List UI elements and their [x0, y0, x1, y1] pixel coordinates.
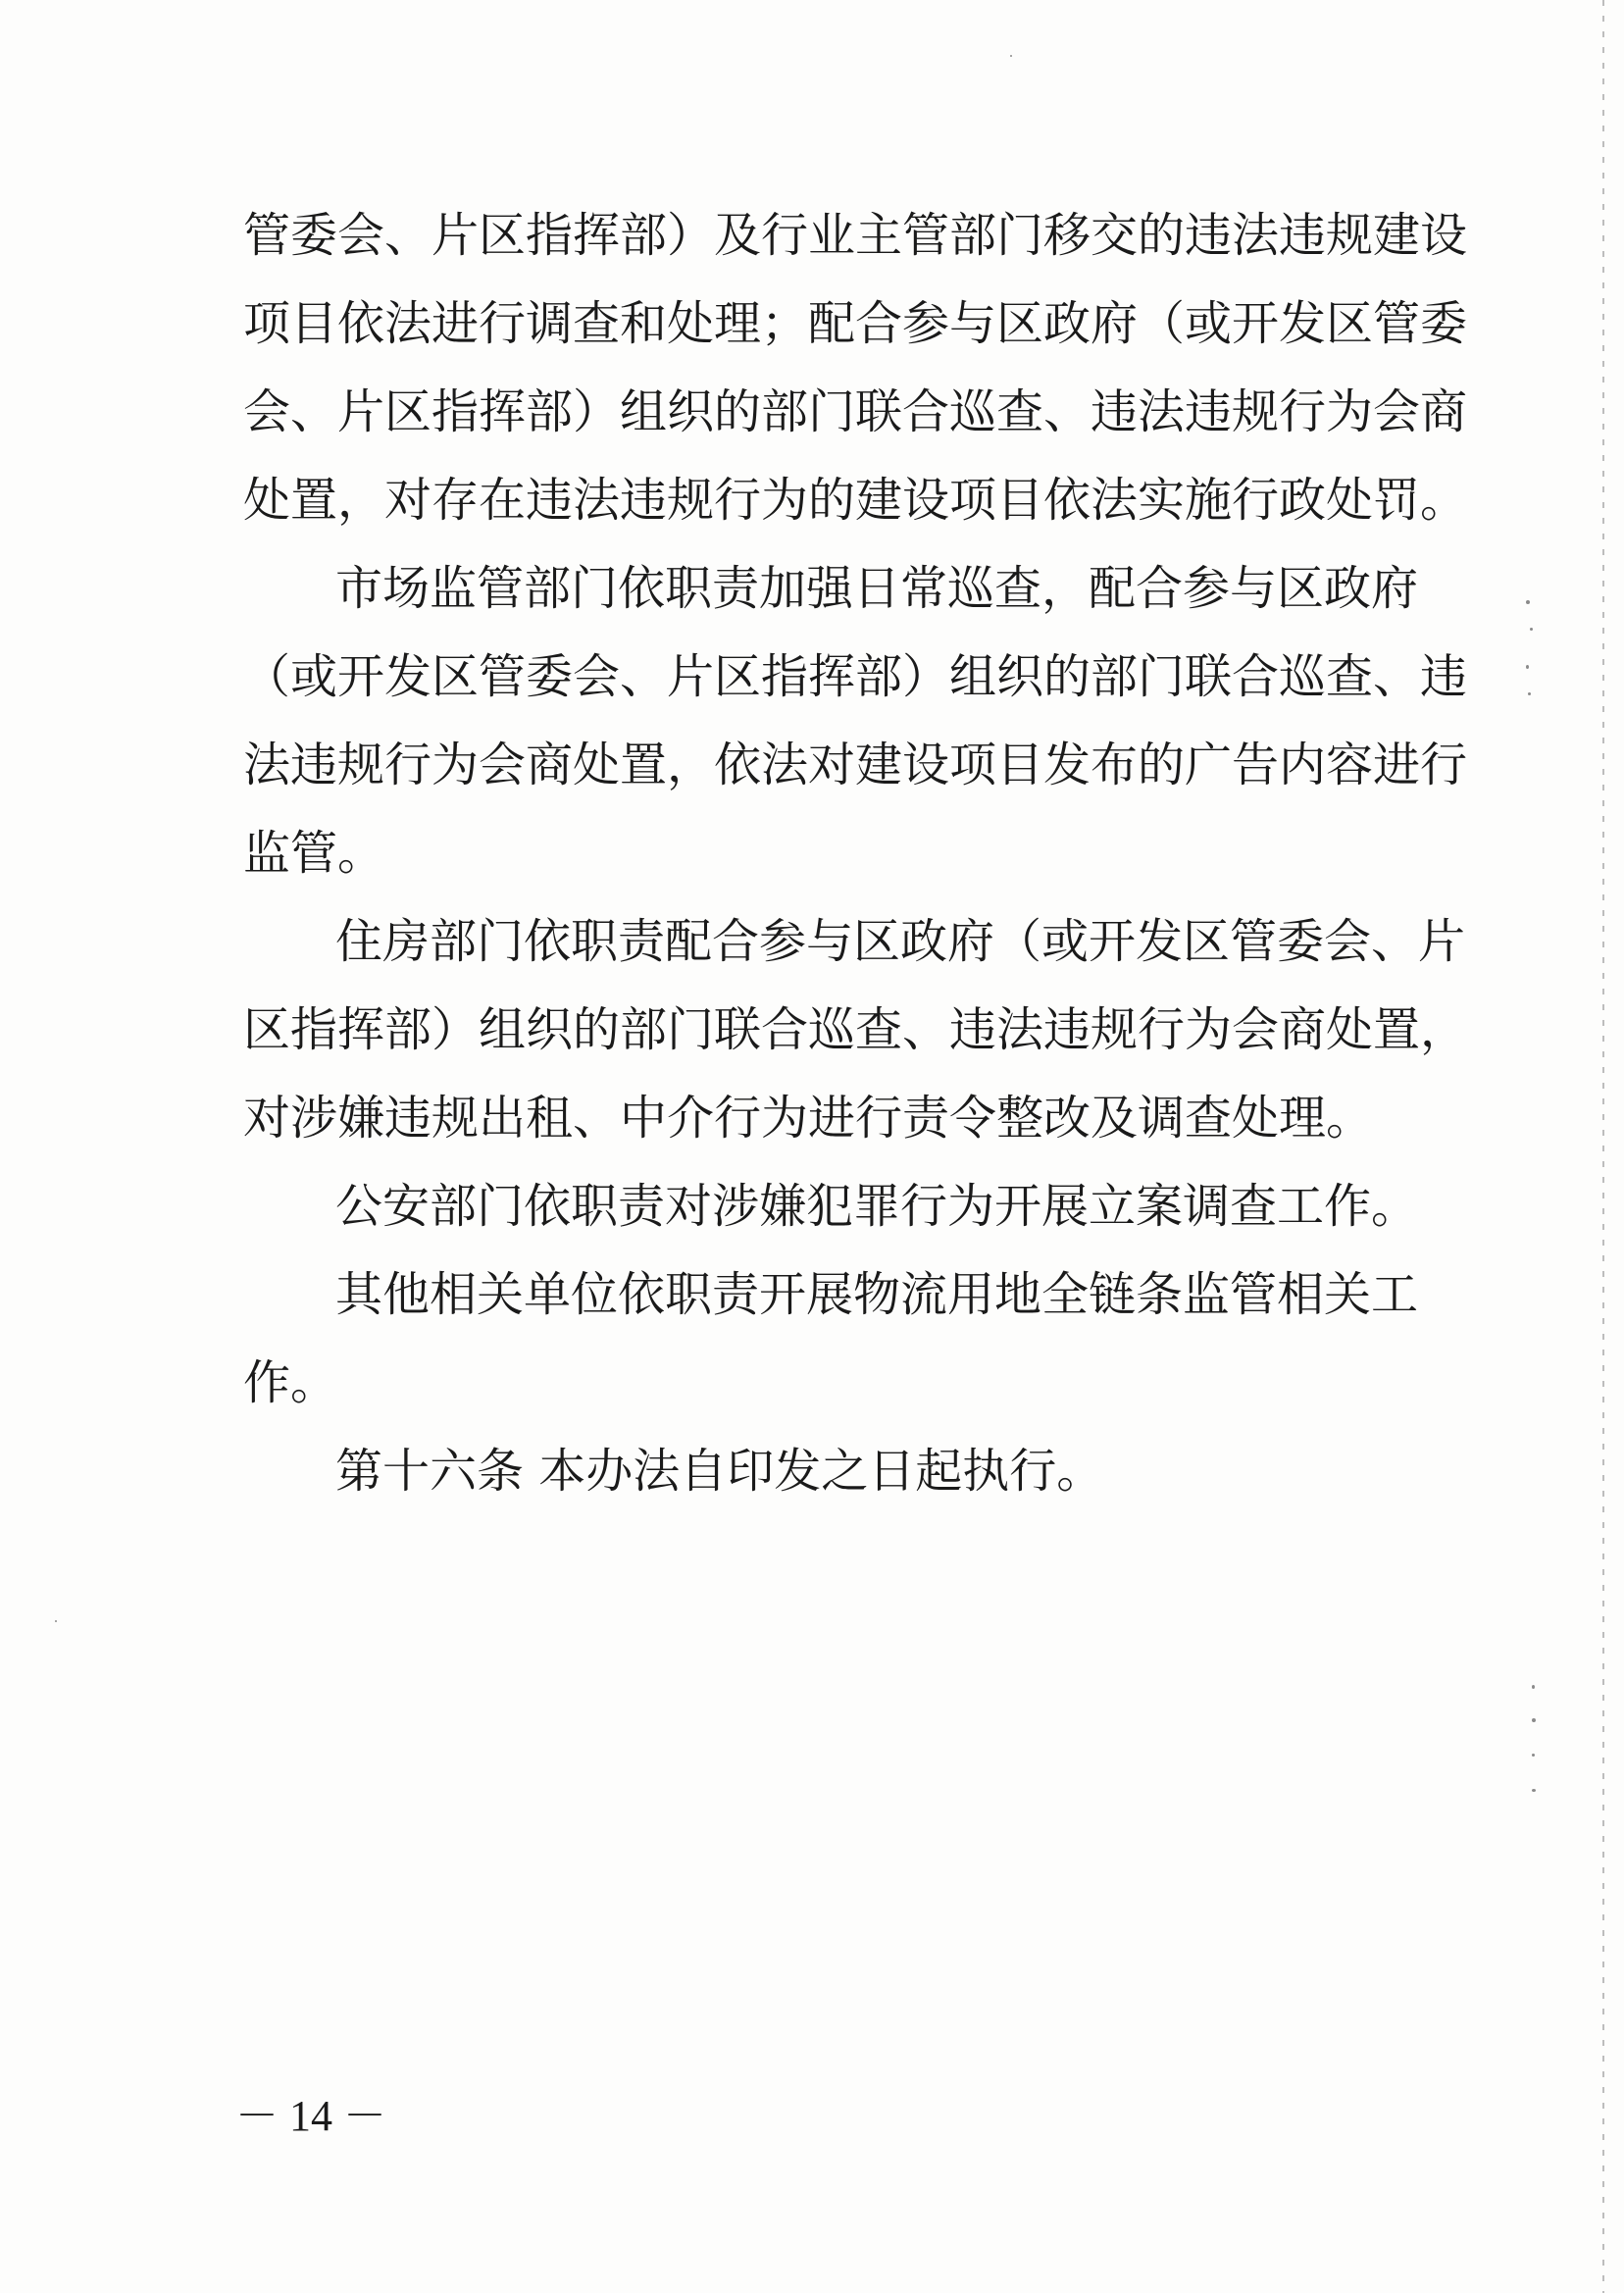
- body-line-15: 第十六条 本办法自印发之日起执行。: [335, 1444, 1104, 1499]
- scan-edge-line: [1602, 0, 1604, 2293]
- page-number: － 14 －: [235, 2092, 386, 2140]
- scan-speck: [55, 1620, 57, 1622]
- body-line-11: 对涉嫌违规出租、中介行为进行责令整改及调查处理。: [243, 1091, 1374, 1146]
- body-line-1: 管委会、片区指挥部）及行业主管部门移交的违法违规建设: [243, 208, 1468, 263]
- scan-speck: [1528, 692, 1531, 695]
- body-line-12: 公安部门依职责对涉嫌犯罪行为开展立案调查工作。: [335, 1179, 1419, 1234]
- scan-speck: [1532, 1754, 1535, 1757]
- body-line-7: 法违规行为会商处置，依法对建设项目发布的广告内容进行: [243, 738, 1468, 792]
- body-line-13: 其他相关单位依职责开展物流用地全链条监管相关工: [335, 1267, 1419, 1322]
- scan-speck: [1526, 665, 1529, 669]
- body-line-14: 作。: [243, 1355, 338, 1410]
- body-line-3: 会、片区指挥部）组织的部门联合巡查、违法违规行为会商: [243, 384, 1468, 439]
- scan-speck: [1526, 600, 1530, 604]
- body-line-6: （或开发区管委会、片区指挥部）组织的部门联合巡查、违: [243, 649, 1468, 704]
- body-line-9: 住房部门依职责配合参与区政府（或开发区管委会、片: [335, 914, 1466, 969]
- body-line-5: 市场监管部门依职责加强日常巡查，配合参与区政府: [335, 561, 1419, 616]
- scan-speck: [1010, 55, 1012, 57]
- body-line-4: 处置，对存在违法违规行为的建设项目依法实施行政处罚。: [243, 473, 1468, 528]
- body-line-10: 区指挥部）组织的部门联合巡查、违法违规行为会商处置，: [243, 1002, 1468, 1057]
- scan-speck: [1532, 1718, 1536, 1722]
- scan-speck: [1532, 1789, 1536, 1792]
- body-line-2: 项目依法进行调查和处理；配合参与区政府（或开发区管委: [243, 296, 1468, 351]
- scan-speck: [1532, 1685, 1535, 1689]
- body-line-8: 监管。: [243, 826, 385, 881]
- scan-speck: [1530, 628, 1533, 631]
